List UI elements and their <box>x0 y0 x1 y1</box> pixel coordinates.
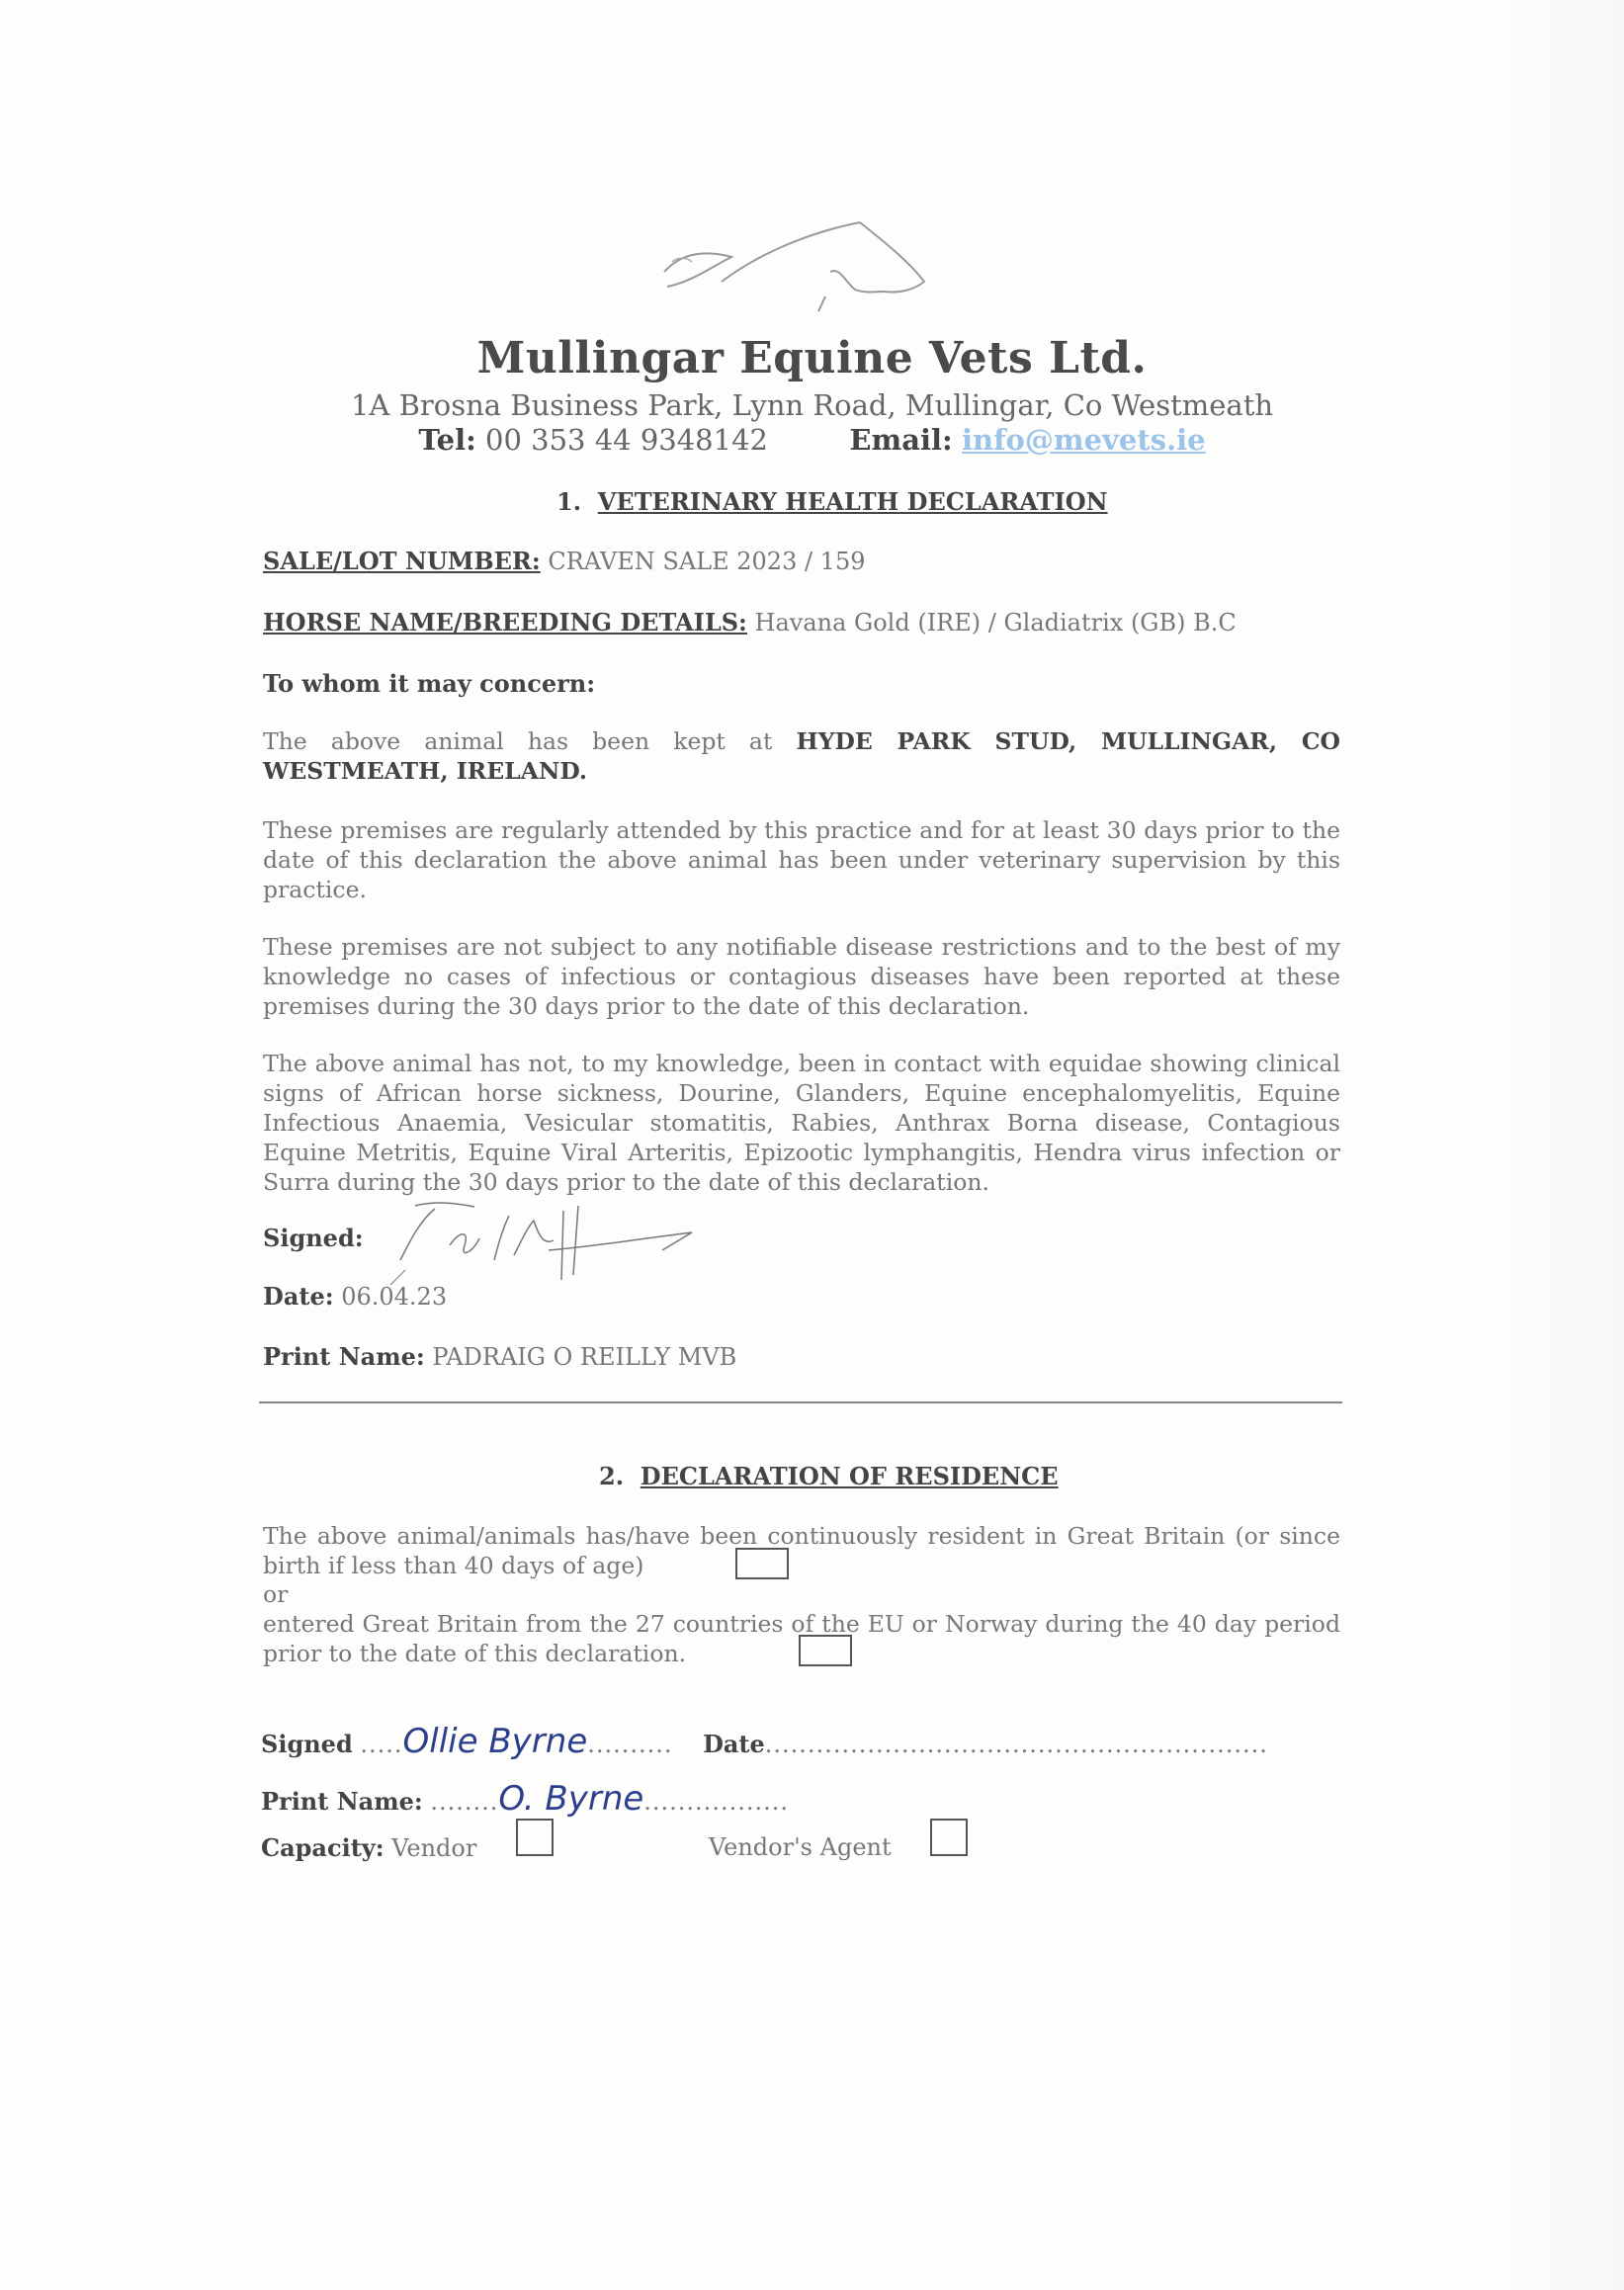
owner-print-name-label: Print Name: <box>261 1787 423 1816</box>
horse-head-logo <box>652 212 949 321</box>
vet-date-field <box>263 1282 447 1311</box>
resident-text: The above animal/animals has/have been continuously resident in Great Britain (or since birth if less than 40 days of age) <box>263 1522 1340 1579</box>
section1-heading: VETERINARY HEALTH DECLARATION <box>597 487 1108 516</box>
owner-date-label: Date <box>703 1730 765 1758</box>
horse-details-value: Havana Gold (IRE) / Gladiatrix (GB) B.C <box>754 609 1237 636</box>
vet-print-name-field <box>263 1342 736 1371</box>
vet-date-value: 06.04.23 <box>341 1283 448 1311</box>
residence-text: The above animal has been kept at <box>263 727 797 755</box>
section2-number: 2. <box>599 1462 625 1490</box>
supervision-paragraph: These premises are regularly attended by this practice and for at least 30 days prior to the date of this declaration the above animal has been under veterinary supervision by this practice. <box>263 816 1340 903</box>
sale-lot-label: SALE/LOT NUMBER: <box>263 547 541 575</box>
horse-details-field <box>263 608 1237 636</box>
email-link[interactable]: info@mevets.ie <box>961 423 1206 457</box>
sale-lot-field <box>263 547 865 575</box>
vendor-checkbox[interactable] <box>516 1819 554 1856</box>
owner-signed-row: Signed .....Ollie Byrne.......... Date........................................................... <box>261 1722 1268 1761</box>
vendor-agent-checkbox[interactable] <box>930 1819 968 1856</box>
resident-paragraph <box>263 1521 1340 1580</box>
resident-checkbox[interactable] <box>735 1548 789 1579</box>
owner-print-name-handwriting: O. Byrne <box>498 1779 644 1819</box>
horse-details-label: HORSE NAME/BREEDING DETAILS: <box>263 608 747 636</box>
vet-print-name-value: PADRAIG O REILLY MVB <box>432 1343 737 1371</box>
vendor-agent-label: Vendor's Agent <box>709 1833 892 1861</box>
tel-value: 00 353 44 9348142 <box>485 423 768 457</box>
capacity-row <box>261 1833 476 1862</box>
owner-signed-label: Signed <box>261 1730 353 1758</box>
residence-paragraph <box>263 726 1340 786</box>
company-name: Mullingar Equine Vets Ltd. <box>476 333 1148 383</box>
capacity-label: Capacity: <box>261 1833 385 1862</box>
entered-checkbox[interactable] <box>799 1635 852 1666</box>
disease-restriction-paragraph: These premises are not subject to any notifiable disease restrictions and to the best of my knowledge no cases of infectious or contagious diseases have been reported at these premises during the 30 days prior to the date of this declaration. <box>263 933 1340 1020</box>
contact-line <box>0 423 1624 457</box>
or-line: or <box>263 1580 289 1608</box>
tel-label: Tel: <box>418 423 476 457</box>
company-address: 1A Brosna Business Park, Lynn Road, Mullingar, Co Westmeath <box>350 388 1274 422</box>
stud-name: HYDE PARK STUD, MULLINGAR, CO WESTMEATH, IRELAND. <box>263 727 1340 785</box>
entered-text: entered Great Britain from the 27 countries of the EU or Norway during the 40 day period prior to the date of this declaration. <box>263 1610 1340 1667</box>
section2-heading: DECLARATION OF RESIDENCE <box>640 1462 1059 1490</box>
vet-print-name-label: Print Name: <box>263 1342 425 1371</box>
owner-print-name-row: Print Name: ........O. Byrne................. <box>261 1779 789 1819</box>
owner-signature-handwriting: Ollie Byrne <box>402 1722 588 1761</box>
vendor-label: Vendor <box>391 1834 477 1862</box>
email-label: Email: <box>849 423 953 457</box>
section-divider <box>259 1401 1342 1403</box>
to-whom-line <box>263 669 595 698</box>
section1-number: 1. <box>556 487 582 516</box>
vet-signed-field <box>263 1224 364 1252</box>
vet-date-label: Date: <box>263 1282 334 1311</box>
contact-equidae-paragraph: The above animal has not, to my knowledge, been in contact with equidae showing clinical signs of African horse sickness, Dourine, Glanders, Equine encephalomyelitis, Equine Infectious Anaemia, Vesicular stomatitis, Rabies, Anthrax Borna disease, Contagious Equine Metritis, Equine Viral Arteritis, Epizootic lymphangitis, Hendra virus infection or Surra during the 30 days prior to the date of this declaration. <box>263 1050 1340 1196</box>
section1-title <box>556 487 1108 516</box>
agent-option <box>709 1833 892 1861</box>
section2-title <box>599 1462 1059 1490</box>
owner-date-blank[interactable]: ........................................................... <box>764 1731 1268 1758</box>
sale-lot-value: CRAVEN SALE 2023 / 159 <box>548 548 866 575</box>
vet-signed-label: Signed: <box>263 1224 364 1252</box>
to-whom-text: To whom it may concern: <box>263 669 596 698</box>
